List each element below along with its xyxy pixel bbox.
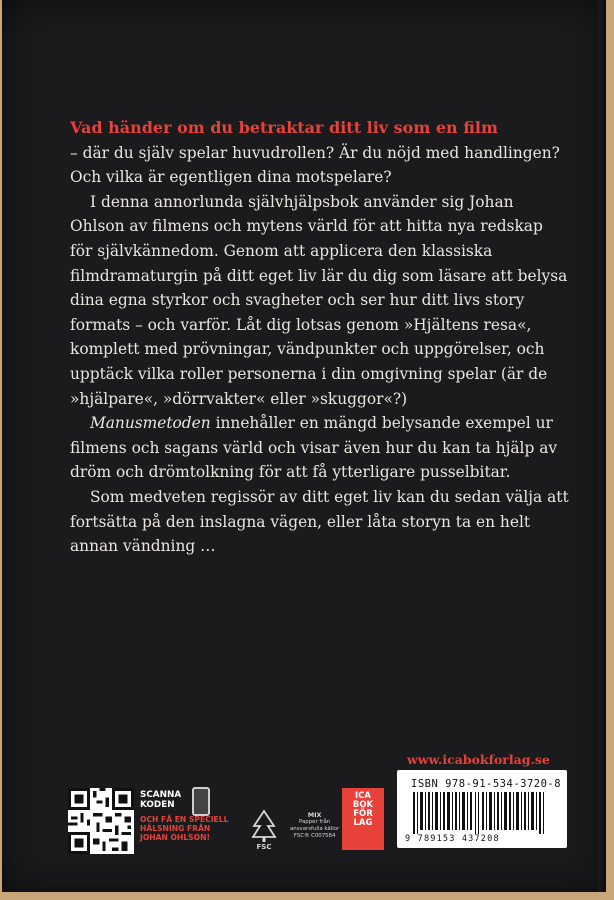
scan-text [140,790,181,810]
logo-line-1: ICA [355,791,371,801]
fsc-code: FSC® C007584 [293,833,336,839]
svg-text:FSC: FSC [256,843,272,850]
logo-line-3: FÖR [353,809,373,819]
fsc-mix: MIX [307,811,322,819]
blurb-paragraph-4: Som medveten regissör av ditt eget liv kan du sedan välja att fortsätta på den inslagna vägen, eller låta storyn ta en helt annan vändning … [70,487,569,556]
book-back-cover [2,0,606,892]
barcode-icon [413,792,553,834]
blurb-paragraph-3-rest: innehåller en mängd belysande exempel ur filmens och sagans värld och visar även hur du kan ta hjälp av dröm och drömtolkning för att få ytterligare pusselbitar. [70,414,558,482]
barcode-number: 9 789153 437208 [405,834,500,844]
fsc-tree-icon [249,808,279,850]
blurb-paragraph-2: I denna annorlunda självhjälpsbok använder sig Johan Ohlson av filmens och mytens värld för att hitta nya redskap för självkännedom. Genom att applicera den klassiska filmdramaturgin på ditt eget liv lär du dig som läsare att belysa dina egna styrkor och svagheter och ser hur ditt livs story formats – och varför. Låt dig lotsas genom »Hjältens resa«, komplett med prövningar, vändpunkter och uppgörelser, och upptäck vilka roller personerna i din omgivning spelar (är de »hjälpare«, »dörrvakter« eller »skuggor«?) [70,192,568,408]
ica-bokforlag-logo [342,788,384,850]
fsc-line-2: ansvarsfulla källor [290,826,340,832]
promo-line-2: HÄLSNING FRÅN [140,824,211,833]
cover-edge-shadow [598,0,606,892]
blurb-paragraph-3 [70,411,570,485]
phone-icon [192,787,210,816]
scan-line-1: SCANNA [140,790,182,800]
blurb-paragraph-1: – där du själv spelar huvudrollen? Är du nöjd med handlingen? Och vilka är egentligen dina motspelare? [70,143,560,187]
scan-line-2: KODEN [140,800,175,810]
blurb-lead: Vad händer om du betraktar ditt liv som en film [70,118,498,137]
barcode-box [397,770,567,848]
qr-code-icon[interactable] [68,788,134,854]
promo-line-1: OCH FÅ EN SPECIELL [140,815,229,824]
logo-line-4: LAG [353,818,373,828]
logo-line-2: BOK [352,800,374,810]
fsc-line-1: Papper från [298,819,331,825]
book-title-italic: Manusmetoden [90,414,211,433]
fsc-label [290,812,339,840]
blurb-text [70,116,570,559]
isbn-text: ISBN 978-91-534-3720-8 [411,778,562,790]
promo-text [140,815,228,842]
promo-line-3: JOHAN OHLSON! [140,833,210,842]
publisher-url: www.icabokforlag.se [407,752,550,767]
